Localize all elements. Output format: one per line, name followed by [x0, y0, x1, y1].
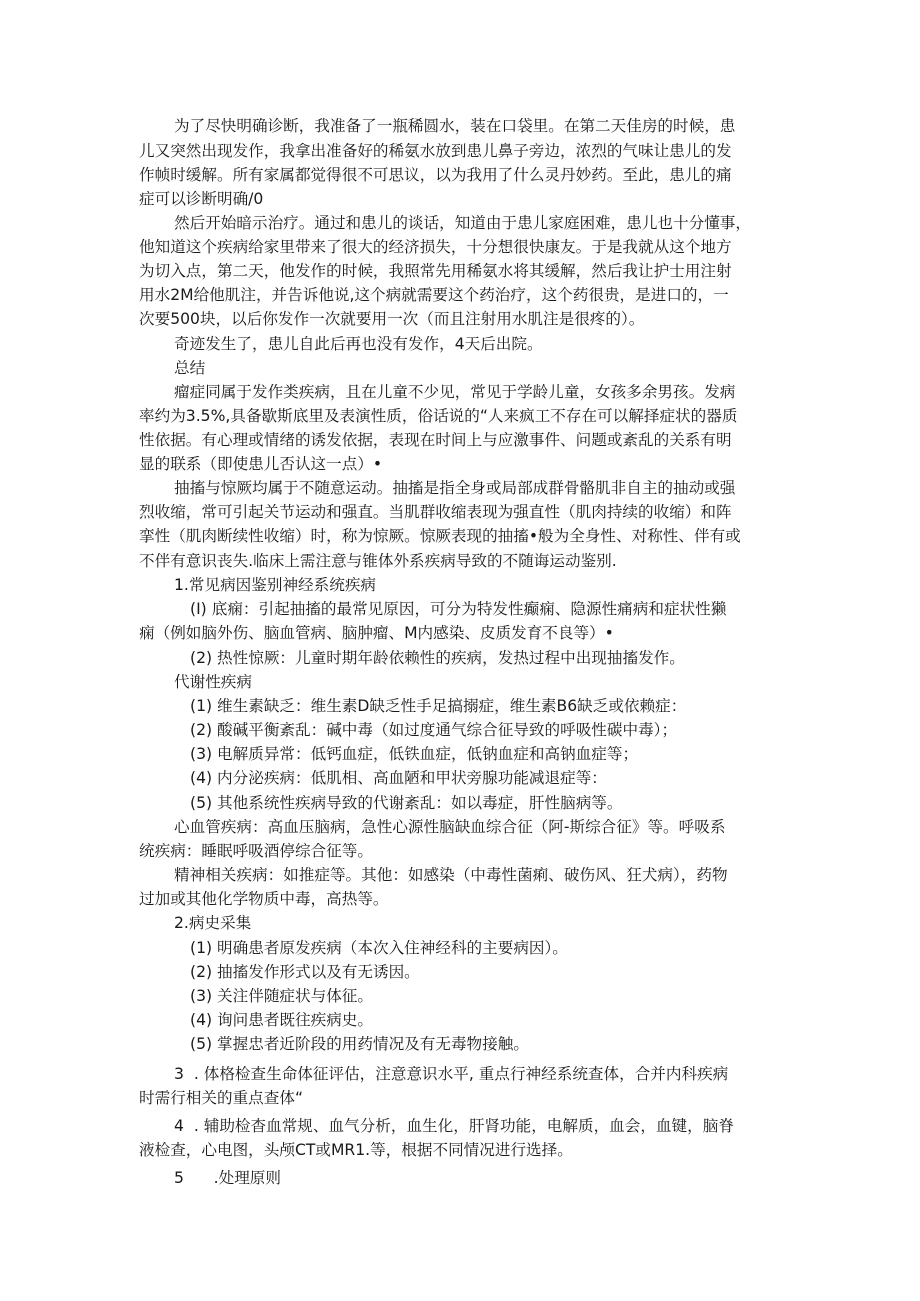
text-line: (2) 酸碱平衡紊乱：碱中毒（如过度通气综合征导致的呼吸性碳中毒）；: [190, 721, 678, 739]
text-line: 精神相关疾病：如推症等。其他：如感染（中毒性菌痢、破伤风、狂犬病），药物: [174, 866, 728, 884]
text-line: 统疾病：睡眠呼吸酒停综合征等。: [139, 842, 373, 860]
text-line: (4) 内分泌疾病：低肌相、高血陋和甲状旁腺功能减退症等：: [190, 769, 607, 787]
text-line: 代谢性疾病: [174, 673, 252, 691]
text-line: 痫（例如脑外伤、脑血管病、脑肿瘤、M内感染、皮质发育不良等）•: [139, 624, 614, 642]
text-line: 2.病史采集: [174, 914, 252, 932]
text-line: (I) 底痫：引起抽搐的最常见原因，可分为特发性癫痫、隐源性痛病和症状性獭: [190, 600, 727, 618]
text-line: 1.常见病因鉴别神经系统疾病: [174, 576, 377, 594]
text-line: 烈收缩，常可引起关节运动和强直。当肌群收缩表现为强直性（肌肉持续的收缩）和阵: [139, 503, 732, 521]
text-line: (5) 其他系统性疾病导致的代谢紊乱：如以毒症，肝性脑病等。: [190, 794, 623, 812]
text-line: 挛性（肌肉断续性收缩）时，称为惊厥。惊厥表现的抽搐•般为全身性、对称性、伴有或: [139, 527, 741, 545]
text-line: 为了尽快明确诊断，我准备了一瓶稀圆水，装在口袋里。在第二天佳房的时候，患: [174, 117, 736, 135]
text-line: 液检查，心电图，头颅CT或MR1.等，根据不同情况进行选择。: [139, 1141, 573, 1159]
text-line: 不伴有意识丧失.临床上需注意与锥体外系疾病导致的不随诲运动鉴别.: [139, 552, 617, 570]
text-line: 用水2M给他肌注，并告诉他说,这个病就需要这个药治疗，这个药很贵，是进口的，一: [139, 286, 729, 304]
text-line: (3) 电解质异常：低钙血症，低铁血症，低钠血症和高钠血症等；: [190, 745, 639, 763]
text-line: 过加或其他化学物质中毒，高热等。: [139, 890, 389, 908]
text-line: (2) 热性惊厥：儿童时期年龄依赖性的疾病，发热过程中出现抽搐发作。: [190, 649, 685, 667]
text-line: 总结: [174, 359, 206, 377]
text-line: 他知道这个疾病给家里带来了很大的经济损失，十分想很快康友。于是我就从这个地方: [139, 238, 732, 256]
text-line: 为切入点，第二天，他发作的时候，我照常先用稀氨水将其缓解，然后我让护士用注射: [139, 262, 732, 280]
text-line: 3 . 体格检查生命体征评估，注意意识水平, 重点行神经系统查体，合并内科疾病: [174, 1065, 729, 1083]
text-line: 5 .处理原则: [174, 1169, 281, 1187]
text-line: 作帧时缓解。所有家属都觉得很不可思议，以为我用了什么灵丹妙药。至此，患儿的痛: [139, 166, 732, 184]
text-line: 性依据。有心理或情绪的诱发依据，表现在时间上与应激事件、问题或紊乱的关系有明: [139, 431, 732, 449]
text-line: 4 . 辅助检杳血常规、血气分析，血生化，肝肾功能，电解质，血会，血键，脑脊: [174, 1117, 734, 1135]
text-line: (2) 抽搐发作形式以及有无诱因。: [190, 963, 420, 981]
text-line: 心血管疾病：高血压脑病，急性心源性脑缺血综合征（阿-斯综合征》等。呼吸系: [174, 818, 726, 836]
text-line: (1) 明确患者原发疾病（本次入住神经科的主要病因）。: [190, 939, 568, 957]
text-line: 次要500块，以后你发作一次就要用一次（而且注射用水肌注是很疼的）。: [139, 310, 645, 328]
text-line: 然后开始暗示治疗。通过和患儿的谈话，知道由于患儿家庭困难，患儿也十分懂事，: [174, 214, 751, 232]
text-line: (4) 询问患者既往疾病史。: [190, 1011, 373, 1029]
text-line: 儿又突然出现发作，我拿出准备好的稀氨水放到患儿鼻子旁边，浓烈的气味让患儿的发: [139, 142, 732, 160]
text-line: 症可以诊断明确/0: [139, 190, 264, 208]
text-line: 率约为3.5%,具备歇斯底里及表演性质，俗话说的“人来疯工不存在可以解择症状的器质: [139, 407, 738, 425]
text-line: 显的联系（即使患儿否认这一点）•: [139, 455, 383, 473]
text-line: (1) 维生素缺乏：维生素D缺乏性手足搞搦症，维生素B6缺乏或依赖症：: [190, 697, 687, 715]
text-line: 时需行相关的重点查体“: [139, 1089, 304, 1107]
text-line: (5) 掌握忠者近阶段的用药情况及有无毒物接触。: [190, 1035, 529, 1053]
text-line: (3) 关注伴随症状与体征。: [190, 987, 373, 1005]
text-line: 抽搐与惊厥均属于不随意运动。抽搐是指全身或局部成群骨骼肌非自主的抽动或强: [174, 479, 736, 497]
text-line: 瘤症同属于发作类疾病，且在儿童不少见，常见于学龄儿童，女孩多余男孩。发病: [174, 383, 736, 401]
text-line: 奇迹发生了，患儿自此后再也没有发作，4天后出院。: [174, 335, 543, 353]
